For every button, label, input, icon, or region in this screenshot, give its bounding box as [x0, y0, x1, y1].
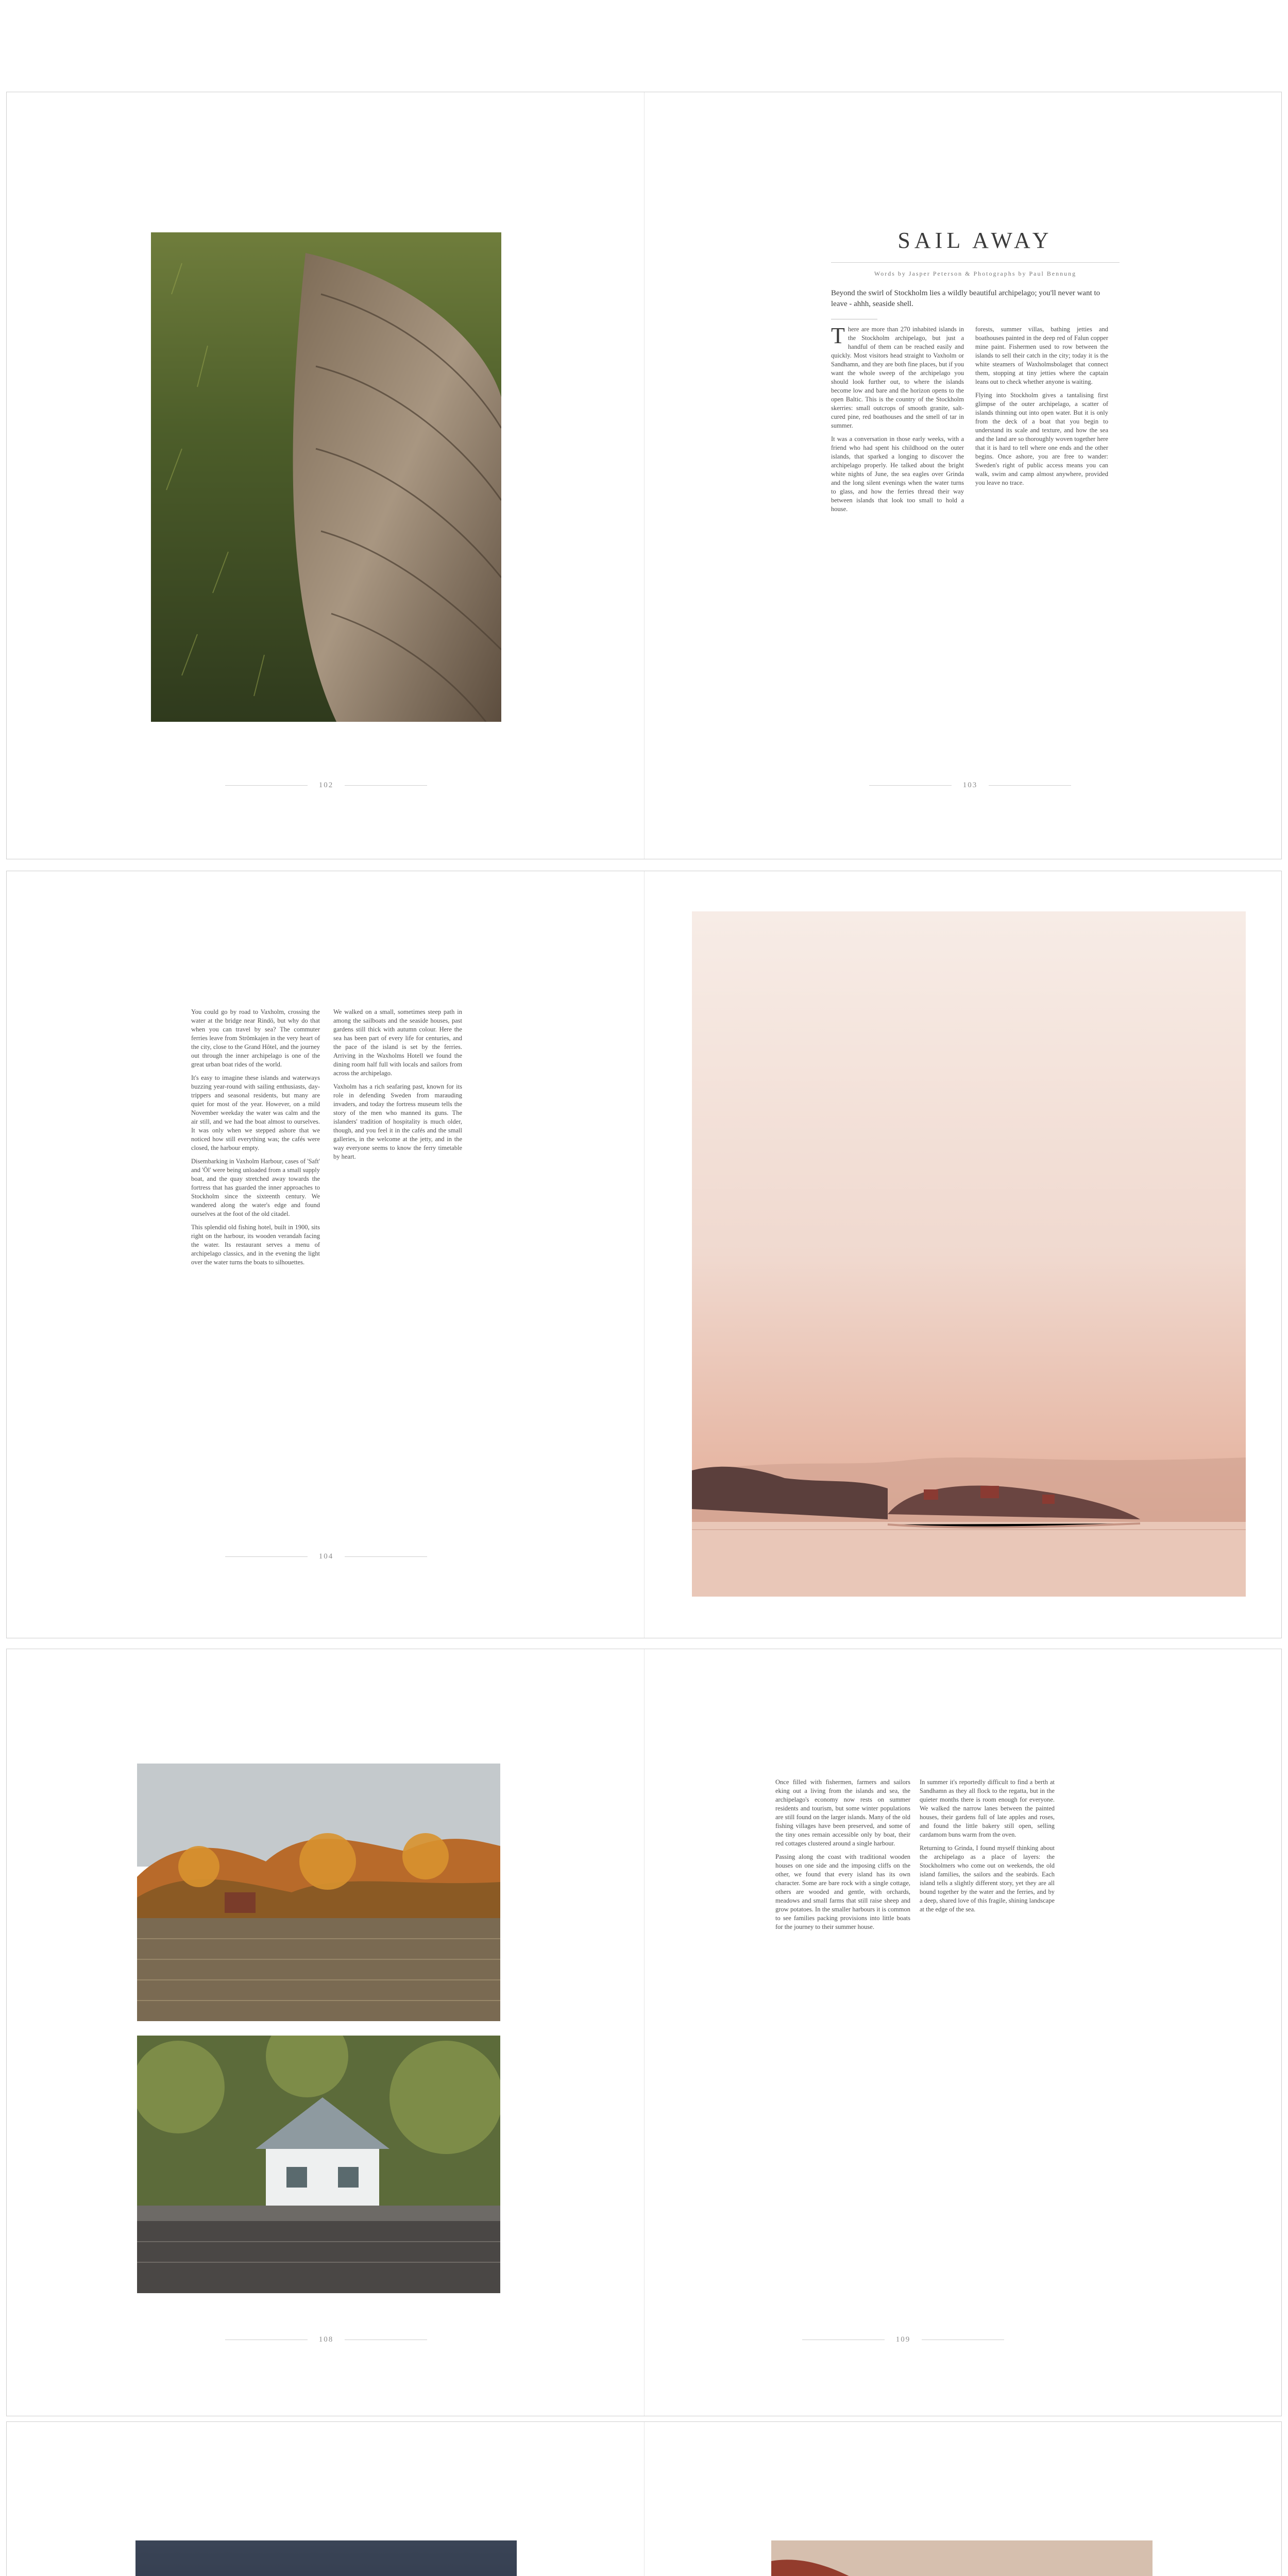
spread-4 [6, 2421, 1282, 2576]
article-title: SAIL AWAY [897, 228, 1053, 253]
spread-1 [6, 92, 1282, 859]
paragraph: It's easy to imagine these islands and waterways buzzing year-round with sailing enthusiasts, day-trippers and seasonal residents, but many are quiet for most of the year. However, on a mild November weekday the water was calm and the air still, and we had the boat almost to ourselves. It was only when we stepped ashore that we noticed how still everything was; the cafés were closed, the harbour empty. [191, 1074, 320, 1151]
folio-left [192, 2334, 460, 2345]
paragraph: You could go by road to Vaxholm, crossing the water at the bridge near Rindö, but why do that when you can travel by sea? The commuter ferries leave from Strömkajen in the very heart of the city, close to the Grand Hôtel, and the journey out through the inner archipelago is one of the great urban boat rides of the world. [191, 1008, 320, 1068]
drop-cap: T [831, 323, 845, 348]
gutter [644, 92, 645, 859]
spread-3 [6, 1649, 1282, 2416]
folio-right [836, 780, 1104, 790]
paragraph: Disembarking in Vaxholm Harbour, cases of 'Saft' and 'Öl' were being unloaded from a small supply boat, and the quay stretched away towards the fortress that has guarded the inner approaches to Stockholm since the sixteenth century. We wandered along the water's edge and found ourselves at the foot of the old citadel. [191, 1158, 320, 1217]
paragraph: Flying into Stockholm gives a tantalising first glimpse of the outer archipelago, a scatter of islands thinning out into open water. But it is only from the deck of a boat that you begin to understand its scale and texture, and how the sea and the land are so thoroughly woven together here that it is hard to tell where one ends and the other begins. Once ashore, you are free to wander: Sweden's right of public access means you can walk, swim and camp almost anywhere, provided you leave no trace. [975, 392, 1108, 486]
boat-photo [151, 232, 501, 722]
paragraph: forests, summer villas, bathing jetties and boathouses painted in the deep red of Falun copper mine paint. Fishermen used to row between the islands to sell their catch in the city; today it is the white steamers of Waxholmsbolaget that connect them, stopping at tiny jetties where the captain leans out to check whether anyone is waiting. [975, 326, 1108, 385]
page-number: 103 [962, 781, 978, 789]
boathouse-photo [137, 2036, 500, 2293]
gutter [644, 2422, 645, 2576]
text-column [975, 325, 1108, 492]
folio-left [192, 1551, 460, 1562]
page-number: 102 [318, 781, 334, 789]
page-number: 109 [895, 2335, 911, 2344]
text-column [333, 1008, 462, 1166]
page-number: 104 [318, 1552, 334, 1561]
paragraph: There are more than 270 inhabited islands in the Stockholm archipelago, but just a handful of them can be reached easily and quickly. Most visitors head straight to Vaxholm or Sandhamn, and they are both fine places, but if you want the whole sweep of the archipelago you should look further out, to where the islands become low and bare and the horizon opens to the open Baltic. This is the country of the Stockholm skerries: small outcrops of smooth granite, salt-cured pine, red boathouses and the smell of tar in summer. [831, 323, 964, 429]
spread-2 [6, 871, 1282, 1638]
gutter [644, 1649, 645, 2416]
byline: Words by Jasper Peterson & Photographs by Paul Bennung [874, 270, 1077, 277]
paragraph: Returning to Grinda, I found myself thinking about the archipelago as a place of layers: the Stockholmers who come out on weekends, the old island families, the sailors and the seabirds. Each island tells a slightly different story, yet they are all bound together by the water and the ferries, and by a deep, shared love of this fragile, shining landscape at the edge of the sea. [920, 1844, 1055, 1913]
sand-photo [771, 2540, 1153, 2576]
text-column [191, 1008, 320, 1272]
sunset-photo [692, 911, 1246, 1597]
paragraph: This splendid old fishing hotel, built in 1900, sits right on the harbour, its wooden verandah facing the water. Its restaurant serves a menu of archipelago classics, and in the evening the light over the water turns the boats to silhouettes. [191, 1224, 320, 1266]
autumn-photo [137, 1764, 500, 2021]
paragraph: Once filled with fishermen, farmers and sailors eking out a living from the islands and sea, the archipelago's economy now rests on summer residents and tourism, but some winter populations are still found on the larger islands. Many of the old fishing villages have been preserved, and some of the tiny ones remain accessible only by boat, their red cottages clustered around a single harbour. [775, 1778, 910, 1847]
title-rule [831, 262, 1120, 263]
paragraph: It was a conversation in those early weeks, with a friend who had spent his childhood on the outer islands, that sparked a longing to discover the archipelago properly. He talked about the bright white nights of June, the sea eagles over Grinda and the long silent evenings when the water turns to glass, and how the ferries thread their way between islands that look too small to hold a house. [831, 435, 964, 513]
gutter [644, 871, 645, 1638]
folio-left [192, 780, 460, 790]
paragraph: We walked on a small, sometimes steep path in among the sailboats and the seaside houses, past gardens still thick with autumn colour. Here the sea has been part of every life for centuries, and the pace of the island is set by the ferries. Arriving in the Waxholms Hotell we found the dining room half full with locals and sailors from across the archipelago. [333, 1008, 462, 1077]
text-column [920, 1778, 1055, 1919]
paragraph: In summer it's reportedly difficult to find a berth at Sandhamn as they all flock to the regatta, but in the quieter months there is room enough for everyone. We walked the narrow lanes between the painted houses, their gardens full of late apples and roses, and found the little bakery still open, selling cardamom buns warm from the oven. [920, 1778, 1055, 1838]
text-column [775, 1778, 910, 1936]
paragraph: Vaxholm has a rich seafaring past, known for its role in defending Sweden from marauding invaders, and today the fortress museum tells the story of the men who manned its guns. The islanders' tradition of hospitality is much older, though, and you feel it in the cafés and the small galleries, in the welcome at the jetty, and in the way everyone seems to know the ferry timetable by heart. [333, 1083, 462, 1160]
water-photo [135, 2540, 517, 2576]
text-column [831, 325, 964, 518]
standfirst: Beyond the swirl of Stockholm lies a wildly beautiful archipelago; you'll never want to leave - ahhh, seaside shell. [831, 289, 1100, 308]
page-number: 108 [318, 2335, 334, 2344]
paragraph: Passing along the coast with traditional wooden houses on one side and the imposing cliffs on the other, we found that every island has its own character. Some are bare rock with a single cottage, others are wooded and gentle, with orchards, meadows and small farms that still raise sheep and grow potatoes. In the smaller harbours it is common to see families packing provisions into little boats for the journey to their summer house. [775, 1853, 910, 1930]
folio-right [769, 2334, 1037, 2345]
